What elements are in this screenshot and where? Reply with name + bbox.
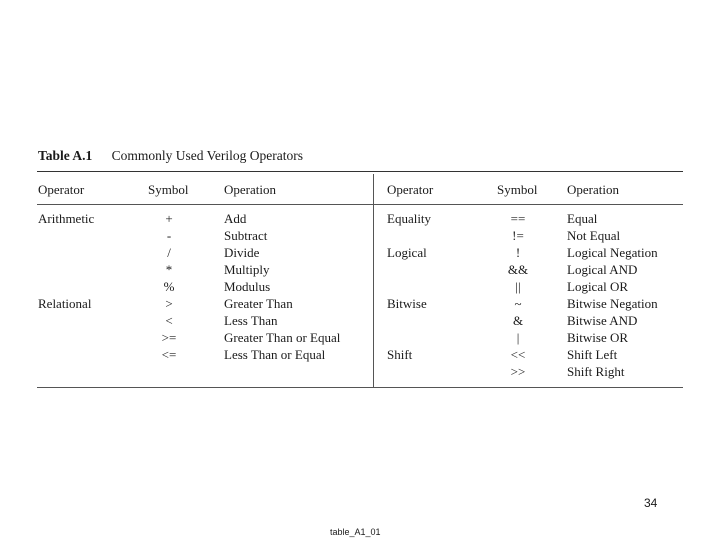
right-operator-cell: Bitwise — [387, 296, 427, 311]
left-operation-cell: Modulus — [224, 279, 271, 294]
left-symbol-cell: <= — [161, 347, 177, 362]
right-operation-cell: Shift Left — [567, 347, 618, 362]
top-rule — [37, 171, 683, 172]
page-number: 34 — [644, 496, 658, 510]
right-operator-cell: Shift — [387, 347, 413, 362]
right-operation-cell: Equal — [567, 211, 598, 226]
header-rule — [37, 204, 683, 205]
right-symbol-cell: >> — [510, 364, 526, 379]
right-operation-cell: Bitwise OR — [567, 330, 629, 345]
header-operation-right: Operation — [567, 182, 619, 197]
footer-label: table_A1_01 — [330, 527, 381, 537]
right-symbol-cell: == — [510, 211, 526, 226]
column-divider — [373, 174, 374, 388]
left-operation-cell: Less Than — [224, 313, 278, 328]
left-operation-cell: Greater Than — [224, 296, 293, 311]
left-operation-cell: Less Than or Equal — [224, 347, 326, 362]
right-operation-cell: Logical Negation — [567, 245, 658, 260]
right-operator-cell: Logical — [387, 245, 427, 260]
left-operation-cell: Subtract — [224, 228, 268, 243]
left-symbol-cell: * — [165, 262, 173, 277]
left-symbol-cell: % — [163, 279, 175, 294]
left-operation-cell: Greater Than or Equal — [224, 330, 341, 345]
right-symbol-cell: | — [516, 330, 520, 345]
table-label: Table A.1 — [38, 148, 93, 163]
right-symbol-cell: ~ — [514, 296, 522, 311]
right-operation-cell: Shift Right — [567, 364, 625, 379]
left-symbol-cell: < — [165, 313, 173, 328]
header-symbol-right: Symbol — [497, 182, 538, 197]
right-operator-cell: Equality — [387, 211, 432, 226]
left-symbol-cell: > — [165, 296, 173, 311]
right-operation-cell: Bitwise Negation — [567, 296, 658, 311]
left-operation-cell: Divide — [224, 245, 260, 260]
left-operator-cell: Arithmetic — [38, 211, 95, 226]
right-symbol-cell: & — [512, 313, 524, 328]
right-symbol-cell: || — [515, 279, 521, 294]
header-operator-right: Operator — [387, 182, 434, 197]
table-title: Commonly Used Verilog Operators — [111, 148, 304, 163]
right-symbol-cell: << — [510, 347, 526, 362]
right-symbol-cell: ! — [515, 245, 521, 260]
right-operation-cell: Logical AND — [567, 262, 638, 277]
left-operation-cell: Add — [224, 211, 247, 226]
header-operation-left: Operation — [224, 182, 276, 197]
right-symbol-cell: != — [512, 228, 524, 243]
header-symbol-left: Symbol — [148, 182, 189, 197]
header-operator-left: Operator — [38, 182, 85, 197]
left-symbol-cell: + — [165, 211, 173, 226]
left-operator-cell: Relational — [38, 296, 92, 311]
right-operation-cell: Logical OR — [567, 279, 629, 294]
left-symbol-cell: - — [166, 228, 172, 243]
right-operation-cell: Bitwise AND — [567, 313, 638, 328]
left-operation-cell: Multiply — [224, 262, 270, 277]
left-symbol-cell: / — [167, 245, 171, 260]
bottom-rule — [37, 387, 683, 388]
left-symbol-cell: >= — [161, 330, 177, 345]
right-operation-cell: Not Equal — [567, 228, 621, 243]
right-symbol-cell: && — [507, 262, 529, 277]
table-caption — [38, 148, 303, 164]
